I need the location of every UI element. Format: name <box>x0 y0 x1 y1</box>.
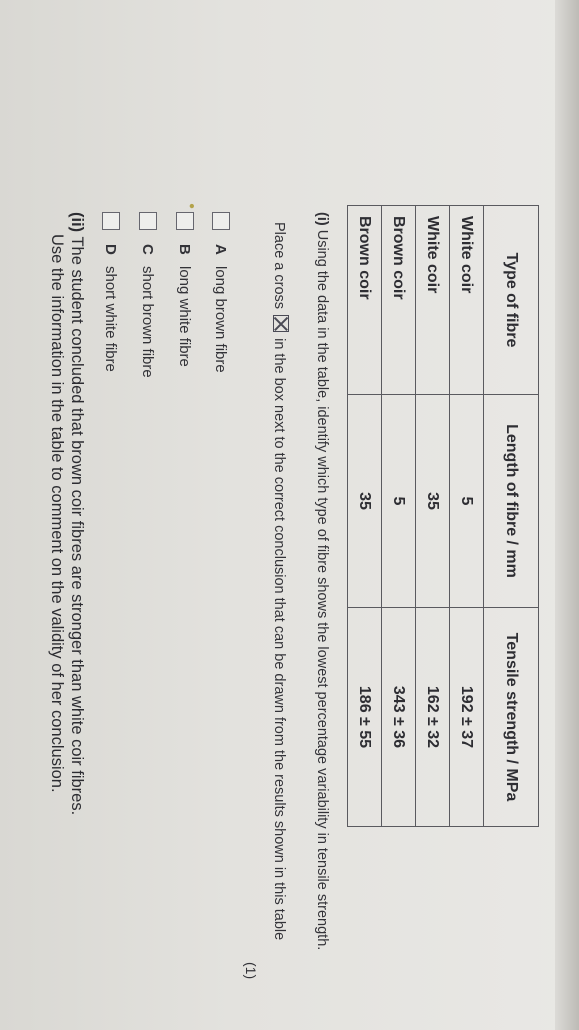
question-i-text: Using the data in the table, identify which type of fibre shows the lowest percentage variability in tensile strength. <box>314 229 330 951</box>
pen-dot-mark: ● <box>186 203 197 210</box>
table-row <box>450 206 484 827</box>
option-text: long brown fibre <box>212 266 230 373</box>
question-ii-line2: Use the information in the table to comment on the validity of her conclusion. <box>48 234 66 793</box>
table-row <box>348 206 382 827</box>
option-letter: D <box>102 244 120 255</box>
cell-fibre-type: Brown coir <box>382 206 416 395</box>
option-a[interactable] <box>211 212 231 532</box>
cell-fibre-type: White coir <box>416 206 450 395</box>
instruction-after: in the box next to the correct conclusion that can be drawn from the results shown in this table <box>271 338 287 941</box>
cell-fibre-type: White coir <box>450 206 484 395</box>
instruction-before: Place a cross <box>271 222 287 310</box>
option-c-checkbox[interactable] <box>139 212 157 230</box>
cell-length: 35 <box>348 395 382 608</box>
table-row <box>416 206 450 827</box>
header-type-of-fibre: Type of fibre <box>484 206 539 395</box>
option-text: short brown fibre <box>139 266 157 378</box>
option-b[interactable] <box>175 203 197 532</box>
cell-tensile-strength: 343 ± 36 <box>382 608 416 827</box>
cell-length: 5 <box>382 395 416 608</box>
option-a-checkbox[interactable] <box>212 212 230 230</box>
instruction <box>270 222 289 992</box>
cross-in-box-icon <box>273 315 289 332</box>
page-edge <box>555 0 579 1030</box>
table-row <box>382 206 416 827</box>
option-c[interactable] <box>138 212 158 532</box>
mark-allocation: (1) <box>243 962 259 980</box>
question-ii-number: (ii) <box>68 212 86 233</box>
cell-fibre-type: Brown coir <box>348 206 382 395</box>
option-d[interactable] <box>101 212 121 532</box>
option-text: long white fibre <box>176 266 194 367</box>
question-i-number: (i) <box>314 212 330 226</box>
cell-length: 35 <box>416 395 450 608</box>
header-length-of-fibre: Length of fibre / mm <box>484 395 539 608</box>
header-tensile-strength: Tensile strength / MPa <box>484 608 539 827</box>
question-ii-line1: The student concluded that brown coir fibres are stronger than white coir fibres. <box>68 236 86 816</box>
option-d-checkbox[interactable] <box>102 212 120 230</box>
cell-tensile-strength: 162 ± 32 <box>416 608 450 827</box>
cell-tensile-strength: 186 ± 55 <box>348 608 382 827</box>
question-i <box>313 212 331 992</box>
question-ii <box>47 212 87 1012</box>
option-letter: B <box>176 244 194 255</box>
cell-length: 5 <box>450 395 484 608</box>
fibre-data-table <box>347 205 539 827</box>
option-letter: C <box>139 244 157 255</box>
option-text: short white fibre <box>102 266 120 372</box>
cell-tensile-strength: 192 ± 37 <box>450 608 484 827</box>
table-header-row <box>484 206 539 827</box>
option-b-checkbox[interactable] <box>176 212 194 230</box>
option-letter: A <box>212 244 230 255</box>
